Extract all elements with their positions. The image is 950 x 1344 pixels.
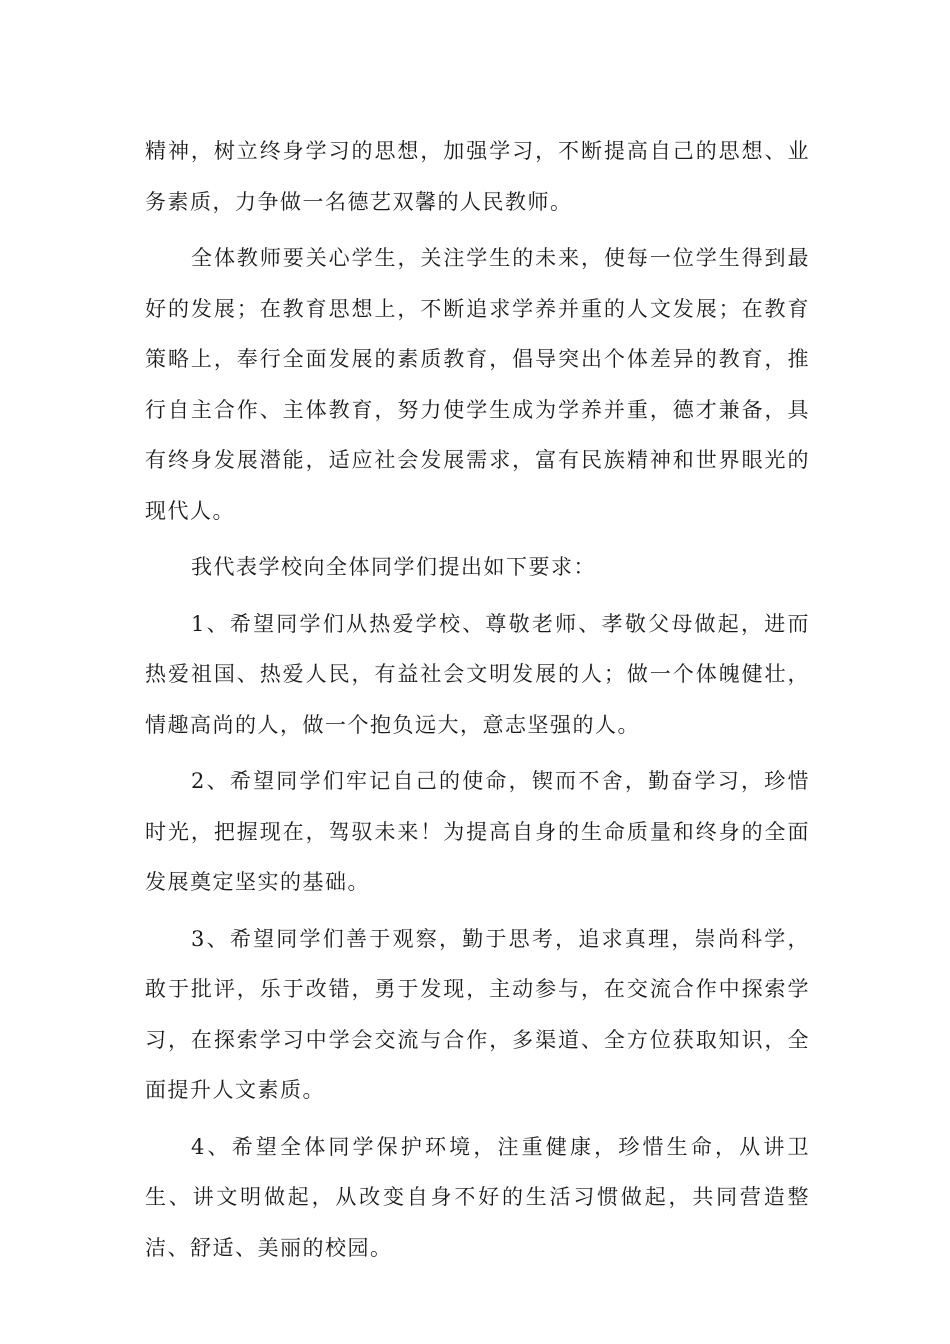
paragraph-requirement-2: 2、希望同学们牢记自己的使命，锲而不舍，勤奋学习，珍惜时光，把握现在，驾驭未来！为提高自身的生命质量和终身的全面发展奠定坚实的基础。 <box>145 769 810 894</box>
paragraph-teachers: 全体教师要关心学生，关注学生的未来，使每一位学生得到最好的发展；在教育思想上，不断追求学养并重的人文发展；在教育策略上，奉行全面发展的素质教育，倡导突出个体差异的教育，推行自主合作、主体教育，努力使学生成为学养并重，德才兼备，具有终身发展潜能，适应社会发展需求，富有民族精神和世界眼光的现代人。 <box>145 246 810 523</box>
paragraph-requirement-3: 3、希望同学们善于观察，勤于思考，追求真理，崇尚科学，敢于批评，乐于改错，勇于发现，主动参与，在交流合作中探索学习，在探索学习中学会交流与合作，多渠道、全方位获取知识，全面提升人文素质。 <box>145 926 810 1102</box>
document-body <box>145 126 810 1279</box>
paragraph-requirement-1: 1、希望同学们从热爱学校、尊敬老师、孝敬父母做起，进而热爱祖国、热爱人民，有益社会文明发展的人；做一个体魄健壮，情趣高尚的人，做一个抱负远大，意志坚强的人。 <box>145 611 810 737</box>
paragraph-requirement-4: 4、希望全体同学保护环境，注重健康，珍惜生命，从讲卫生、讲文明做起，从改变自身不好的生活习惯做起，共同营造整洁、舒适、美丽的校园。 <box>145 1134 810 1260</box>
paragraph-requirements-intro: 我代表学校向全体同学们提出如下要求： <box>191 555 596 579</box>
paragraph-continuation: 精神，树立终身学习的思想，加强学习，不断提高自己的思想、业务素质，力争做一名德艺双馨的人民教师。 <box>145 139 810 214</box>
